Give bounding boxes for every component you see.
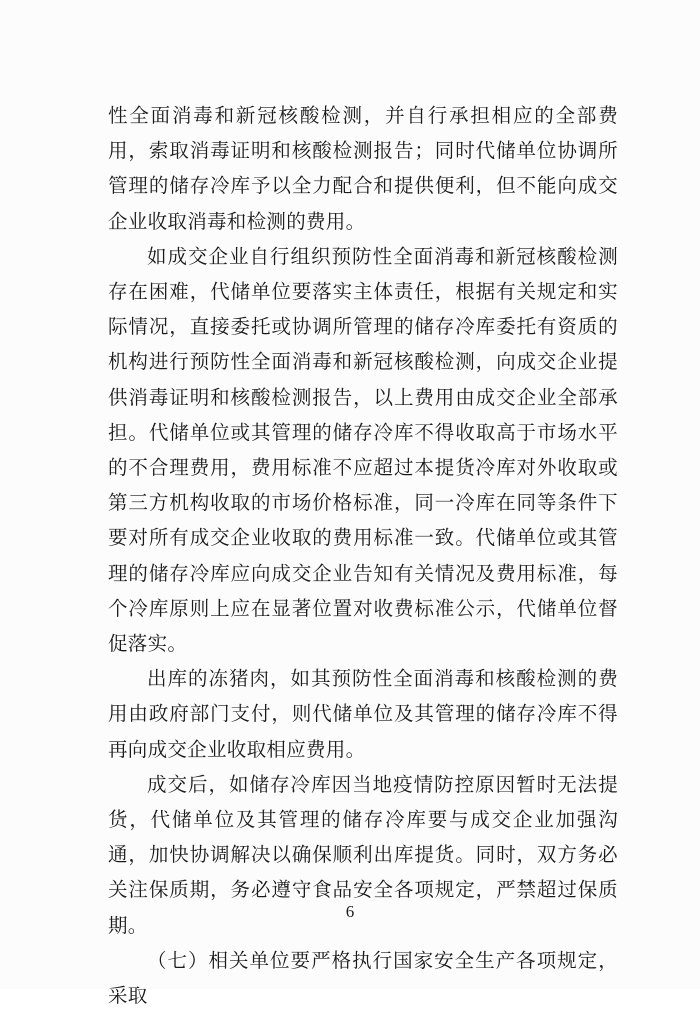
paragraph-3: 出库的冻猪肉，如其预防性全面消毒和核酸检测的费用由政府部门支付，则代储单位及其管理的储存冷库不得再向成交企业收取相应费用。 [108,667,618,761]
paragraph-1: 性全面消毒和新冠核酸检测，并自行承担相应的全部费用，索取消毒证明和核酸检测报告；同时代储单位协调所管理的储存冷库予以全力配合和提供便利，但不能向成交企业收取消毒和检测的费用。 [108,104,618,233]
paragraph-2: 如成交企业自行组织预防性全面消毒和新冠核酸检测存在困难，代储单位要落实主体责任，根据有关规定和实际情况，直接委托或协调所管理的储存冷库委托有资质的机构进行预防性全面消毒和新冠核酸检测，向成交企业提供消毒证明和核酸检测报告，以上费用由成交企业全部承担。代储单位或其管理的储存冷库不得收取高于市场水平的不合理费用，费用标准不应超过本提货冷库对外收取或第三方机构收取的市场价格标准，同一冷库在同等条件下要对所有成交企业收取的费用标准一致。代储单位或其管理的储存冷库应向成交企业告知有关情况及费用标准，每个冷库原则上应在显著位置对收费标准公示，代储单位督促落实。 [108,244,618,656]
paragraph-5: （七）相关单位要严格执行国家安全生产各项规定，采取 [108,948,618,1008]
page-number: 6 [345,902,355,921]
document-body [108,98,618,1013]
paragraph-4: 成交后，如储存冷库因当地疫情防控原因暂时无法提货，代储单位及其管理的储存冷库要与成交企业加强沟通，加快协调解决以确保顺利出库提货。同时，双方务必关注保质期，务必遵守食品安全各项规定，严禁超过保质期。 [108,772,618,937]
